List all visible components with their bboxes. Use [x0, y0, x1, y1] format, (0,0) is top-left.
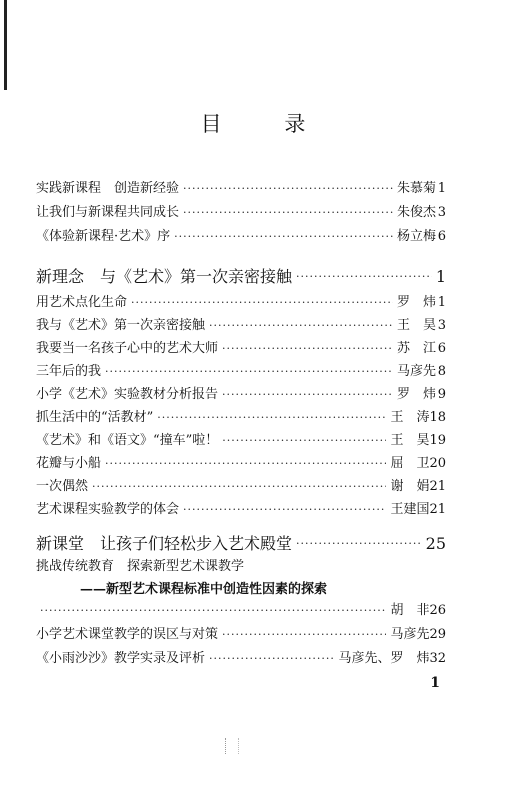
toc-entry-page: 32: [429, 651, 446, 666]
toc-entry-title: 实践新课程 创造新经验: [36, 181, 180, 196]
toc-entry: [36, 226, 446, 246]
toc-entry-title: 抓生活中的“活教材”: [36, 410, 154, 425]
toc-entry-author: 罗 炜: [396, 387, 436, 402]
toc-entry-author: 谢 娟: [390, 479, 430, 494]
leader-dots: [222, 626, 386, 644]
toc-entry: [36, 476, 446, 496]
toc-entry-author: 朱俊杰: [396, 205, 436, 220]
toc-entry-title: 花瓣与小船: [36, 456, 102, 471]
toc-entry-author: 王建国: [390, 502, 430, 517]
toc-entry: [36, 624, 446, 644]
toc-entry-page: 1: [435, 267, 446, 286]
toc-entry-title: 小学艺术课堂教学的误区与对策: [36, 627, 219, 642]
toc-entry-page: 6: [437, 341, 446, 356]
toc-entry-page: 18: [429, 410, 446, 425]
leader-dots: [183, 180, 393, 198]
toc-entry-author: 王 昊: [396, 318, 436, 333]
page-edge-rule: [4, 0, 7, 90]
toc-entry-page: 3: [437, 318, 446, 333]
toc-entry-title: 让我们与新课程共同成长: [36, 205, 180, 220]
toc-entry-page: 3: [437, 205, 446, 220]
toc-entry-author: 王 昊: [390, 433, 430, 448]
toc-entry: [36, 453, 446, 473]
leader-dots: [296, 268, 432, 286]
leader-dots: [105, 363, 393, 381]
toc-entry: [36, 292, 446, 312]
leader-dots: [209, 317, 393, 335]
toc-entry: [36, 407, 446, 427]
toc-entry-page: 1: [437, 295, 446, 310]
page-title: 目 录: [200, 112, 334, 136]
leader-dots: [183, 204, 393, 222]
toc-entry-title: 《艺术》和《语文》“撞车”啦！: [36, 433, 219, 448]
binding-mark: [225, 738, 239, 754]
toc-entry-author: 朱慕菊: [396, 181, 436, 196]
toc-entry-title: 新理念 与《艺术》第一次亲密接触: [36, 267, 293, 286]
toc-entry-page: 26: [429, 603, 446, 618]
toc-entry: [36, 556, 446, 576]
leader-dots: [157, 409, 386, 427]
leader-dots: [296, 535, 422, 553]
toc-entry-author: 罗 炜: [396, 295, 436, 310]
toc-section-heading: [36, 260, 446, 286]
leader-dots: [209, 650, 334, 668]
toc-entry-page: 6: [437, 229, 446, 244]
page-number: 1: [430, 675, 440, 691]
toc-subtitle: ——新型艺术课程标准中创造性因素的探索: [80, 582, 328, 597]
leader-dots: [131, 294, 393, 312]
leader-dots: [222, 340, 393, 358]
toc-entry: [36, 178, 446, 198]
toc-entry-title: 新课堂 让孩子们轻松步入艺术殿堂: [36, 534, 293, 553]
toc-entry: [36, 361, 446, 381]
toc-entry-page: 20: [429, 456, 446, 471]
toc-entry-title: 我与《艺术》第一次亲密接触: [36, 318, 206, 333]
toc-entry-title: 《小雨沙沙》教学实录及评析: [36, 651, 206, 666]
toc-entry-author: 马彦先、罗 炜: [338, 651, 430, 666]
toc-entry-title: 挑战传统教育 探索新型艺术课教学: [36, 559, 245, 574]
toc-entry-title: 我要当一名孩子心中的艺术大师: [36, 341, 219, 356]
toc-entry-title: 小学《艺术》实验教材分析报告: [36, 387, 219, 402]
toc-entry-page: 21: [429, 502, 446, 517]
toc-entry-title: 艺术课程实验教学的体会: [36, 502, 180, 517]
toc-entry-title: 用艺术点化生命: [36, 295, 128, 310]
toc-entry-author: 杨立梅: [396, 229, 436, 244]
leader-dots: [222, 386, 393, 404]
toc-entry-title: 三年后的我: [36, 364, 102, 379]
toc-entry-page: 8: [437, 364, 446, 379]
toc-entry-page: 19: [429, 433, 446, 448]
toc-entry: [36, 430, 446, 450]
toc-entry-author: 王 涛: [390, 410, 430, 425]
toc-entry: [36, 315, 446, 335]
toc-entry-page: 1: [437, 181, 446, 196]
toc-entry-author: 马彦先: [390, 627, 430, 642]
toc-entry-page: 29: [429, 627, 446, 642]
toc-entry-author: 苏 江: [396, 341, 436, 356]
toc-entry: [36, 648, 446, 668]
leader-dots: [222, 432, 386, 450]
toc-entry-author: 胡 非: [390, 603, 430, 618]
toc-entry-title: 一次偶然: [36, 479, 89, 494]
toc-entry-page: 21: [429, 479, 446, 494]
leader-dots: [92, 478, 386, 496]
toc-entry: [36, 499, 446, 519]
toc-entry-author: 马彦先: [396, 364, 436, 379]
toc-entry-title: 《体验新课程·艺术》序: [36, 229, 171, 244]
toc-entry: [36, 202, 446, 222]
leader-dots: [174, 228, 393, 246]
toc-entry-author: 屈 卫: [390, 456, 430, 471]
toc-entry-page: 25: [425, 534, 446, 553]
leader-dots: [183, 501, 386, 519]
toc-entry: [36, 384, 446, 404]
leader-dots: [105, 455, 386, 473]
toc-entry: [36, 338, 446, 358]
toc-entry-page: 9: [437, 387, 446, 402]
toc-section-heading: [36, 527, 446, 553]
leader-dots: [40, 602, 386, 620]
toc-entry: [36, 600, 446, 620]
